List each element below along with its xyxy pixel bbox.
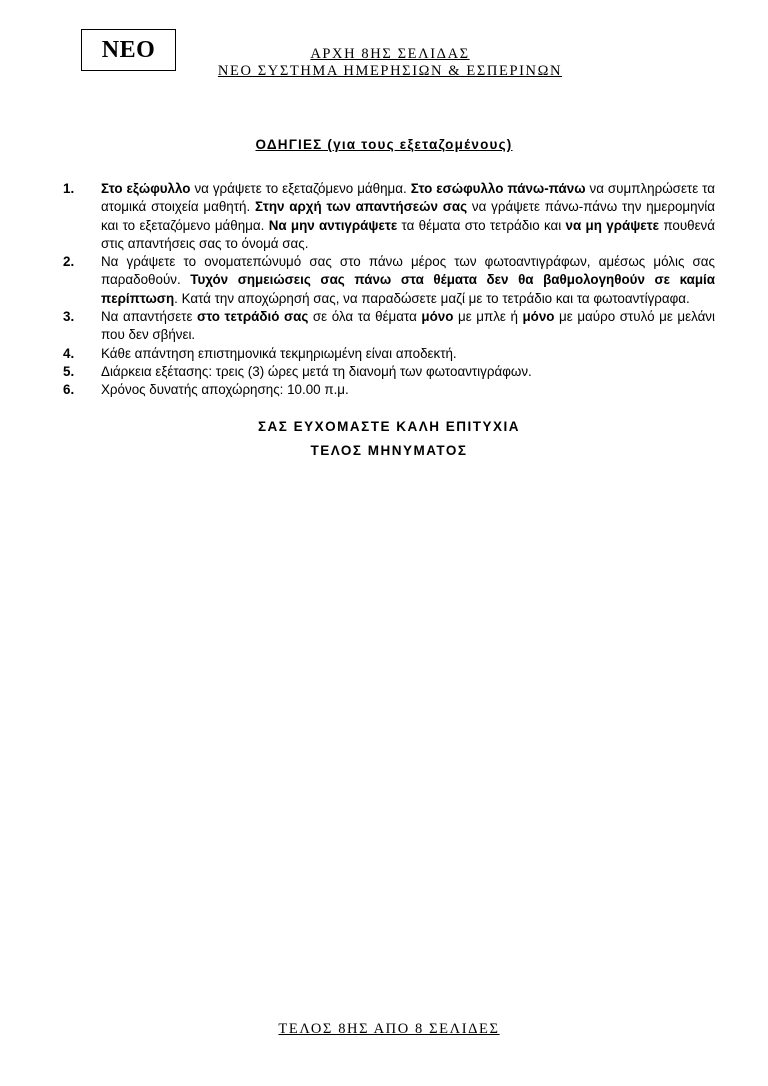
- instruction-text-part: Να γράψετε το ονοματεπώνυμό σας στο πάνω μέρος των φωτοαντιγράφων, αμέσως μόλις σας παραδοθούν.: [101, 254, 715, 288]
- instruction-item: [63, 363, 715, 381]
- instruction-text: [101, 180, 715, 253]
- page-footer: [0, 1021, 768, 1038]
- closing-end: ΤΕΛΟΣ ΜΗΝΥΜΑΤΟΣ: [310, 443, 468, 458]
- header-line-1: ΑΡΧΗ 8ΗΣ ΣΕΛΙΔΑΣ: [310, 46, 470, 62]
- instruction-text-part: Κάθε απάντηση επιστημονικά τεκμηριωμένη είναι αποδεκτή.: [101, 345, 457, 361]
- instruction-text: [101, 363, 715, 381]
- instruction-item: [63, 180, 715, 253]
- instruction-item: [63, 308, 715, 345]
- instructions-title: [0, 137, 768, 152]
- instruction-text: [101, 381, 715, 399]
- closing-wish: ΣΑΣ ΕΥΧΟΜΑΣΤΕ ΚΑΛΗ ΕΠΙΤΥΧΙΑ: [257, 419, 521, 434]
- instructions-list: [63, 180, 715, 400]
- instruction-text: [101, 308, 715, 345]
- instruction-text-part: να συμπληρώσετε τα ατομικά στοιχεία μαθητή.: [101, 181, 715, 215]
- instruction-text-bold: να μη γράψετε: [565, 217, 659, 233]
- instruction-text-part: Να απαντήσετε: [101, 309, 198, 325]
- instruction-text-bold: Στο εξώφυλλο: [101, 181, 191, 196]
- instruction-text-bold: Τυχόν σημειώσεις σας πάνω στα θέματα δεν θα βαθμολογηθούν σε καμία περίπτωση: [101, 272, 715, 306]
- instruction-text-part: . Κατά την αποχώρησή σας, να παραδώσετε μαζί με το τετράδιο και τα φωτοαντίγραφα.: [174, 290, 690, 306]
- instruction-text-part: Διάρκεια εξέτασης: τρεις (3) ώρες μετά τη διανομή των φωτοαντιγράφων.: [101, 363, 532, 379]
- instruction-number: 3.: [63, 309, 75, 325]
- instruction-item: [63, 345, 715, 363]
- instructions-title-text: ΟΔΗΓΙΕΣ (για τους εξεταζομένους): [255, 137, 513, 152]
- instruction-item: [63, 253, 715, 308]
- instruction-text-bold: μόνο: [522, 309, 555, 325]
- page-footer-text: ΤΕΛΟΣ 8ΗΣ ΑΠΟ 8 ΣΕΛΙΔΕΣ: [278, 1021, 500, 1037]
- instruction-text-part: να γράψετε πάνω-πάνω την ημερομηνία και το εξεταζόμενο μάθημα.: [101, 199, 715, 233]
- instruction-text-part: σε όλα τα θέματα: [308, 309, 422, 325]
- instruction-number: 2.: [63, 254, 75, 270]
- instruction-text-part: Χρόνος δυνατής αποχώρησης: 10.00 π.μ.: [101, 382, 349, 398]
- header-line-2: ΝΕΟ ΣΥΣΤΗΜΑ ΗΜΕΡΗΣΙΩΝ & ΕΣΠΕΡΙΝΩΝ: [217, 63, 563, 79]
- instruction-number: 1.: [63, 181, 75, 196]
- instruction-text-part: τα θέματα στο τετράδιο και: [397, 217, 566, 233]
- instruction-text-part: με μπλε ή: [453, 309, 523, 325]
- instruction-number: 4.: [63, 345, 75, 361]
- instruction-text-bold: μόνο: [421, 309, 454, 325]
- instruction-text-bold: στο τετράδιό σας: [197, 309, 309, 325]
- instruction-text-part: πουθενά στις απαντήσεις σας το όνομά σας.: [101, 217, 715, 251]
- instruction-text-part: να γράψετε το εξεταζόμενο μάθημα.: [190, 181, 411, 196]
- instruction-text: [101, 345, 715, 363]
- page-header: [190, 46, 590, 80]
- neo-badge: ΝΕΟ: [81, 29, 176, 71]
- instruction-text-part: με μαύρο στυλό με μελάνι που δεν σβήνει.: [101, 309, 715, 343]
- instruction-text-bold: Στην αρχή των απαντήσεών σας: [255, 199, 468, 215]
- instruction-text: [101, 253, 715, 308]
- instruction-number: 6.: [63, 382, 75, 398]
- instruction-text-bold: Στο εσώφυλλο πάνω-πάνω: [410, 181, 586, 196]
- instruction-item: [63, 381, 715, 399]
- instruction-text-bold: Να μην αντιγράψετε: [268, 217, 398, 233]
- instruction-number: 5.: [63, 363, 75, 379]
